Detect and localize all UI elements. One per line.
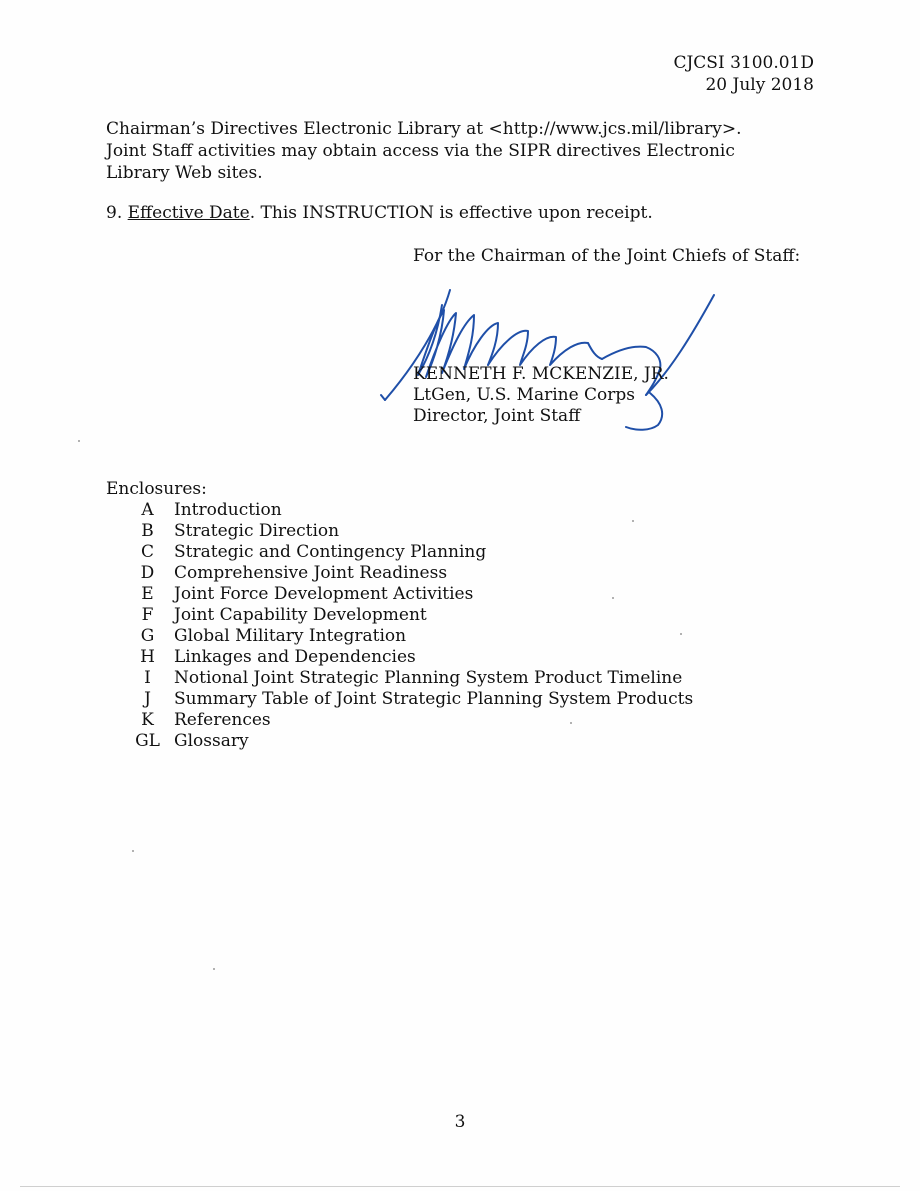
enclosures-list: [106, 500, 693, 752]
enclosure-letter: GL: [135, 731, 160, 751]
signer-name: KENNETH F. MCKENZIE, JR.: [413, 364, 669, 384]
enclosure-item: [106, 710, 693, 731]
enclosure-item: [106, 626, 693, 647]
effective-date-paragraph: [106, 202, 653, 224]
intro-line: Joint Staff activities may obtain access via the SIPR directives Electronic: [106, 141, 735, 161]
enclosures-heading: Enclosures:: [106, 479, 207, 499]
enclosure-item: [106, 542, 693, 563]
enclosure-letter: G: [140, 626, 155, 646]
enclosure-item: [106, 500, 693, 521]
enclosure-letter: D: [140, 563, 155, 583]
signature-block: [413, 364, 669, 427]
enclosure-letter: I: [144, 668, 151, 688]
intro-line: Library Web sites.: [106, 163, 263, 183]
enclosures-section: [106, 479, 693, 752]
enclosure-item: [106, 689, 693, 710]
enclosure-letter: E: [141, 584, 154, 604]
intro-line: Chairman’s Directives Electronic Library at <http://www.jcs.mil/library>.: [106, 119, 742, 139]
enclosure-letter: K: [141, 710, 154, 730]
enclosure-letter: A: [141, 500, 154, 520]
enclosure-item: [106, 668, 693, 689]
enclosure-title: Linkages and Dependencies: [174, 647, 416, 667]
document-header: [673, 52, 814, 96]
paragraph-number: 9.: [106, 203, 123, 223]
enclosure-item: [106, 521, 693, 542]
enclosure-title: Notional Joint Strategic Planning System Product Timeline: [174, 668, 683, 688]
enclosure-title: Summary Table of Joint Strategic Planning System Products: [174, 689, 694, 709]
document-number: CJCSI 3100.01D: [673, 53, 814, 73]
document-date: 20 July 2018: [705, 75, 814, 95]
enclosure-title: Joint Capability Development: [174, 605, 427, 625]
page-number: 3: [454, 1112, 466, 1132]
enclosure-title: Glossary: [174, 731, 249, 751]
enclosure-title: Strategic and Contingency Planning: [174, 542, 487, 562]
scan-edge-line: [20, 1186, 900, 1187]
signer-title: Director, Joint Staff: [413, 406, 581, 426]
enclosure-title: References: [174, 710, 271, 730]
enclosure-title: Comprehensive Joint Readiness: [174, 563, 448, 583]
effective-date-heading: Effective Date: [127, 203, 250, 223]
enclosure-item: [106, 731, 693, 752]
enclosure-title: Introduction: [174, 500, 282, 520]
enclosure-item: [106, 584, 693, 605]
enclosure-item: [106, 647, 693, 668]
enclosure-item: [106, 605, 693, 626]
enclosure-item: [106, 563, 693, 584]
signer-rank: LtGen, U.S. Marine Corps: [413, 385, 636, 405]
enclosure-letter: H: [140, 647, 155, 667]
signature-intro: For the Chairman of the Joint Chiefs of Staff:: [413, 246, 801, 266]
intro-paragraph: [106, 118, 826, 184]
enclosure-letter: J: [144, 689, 151, 709]
enclosure-letter: B: [141, 521, 154, 541]
effective-date-text: . This INSTRUCTION is effective upon receipt.: [249, 203, 653, 223]
enclosure-title: Joint Force Development Activities: [174, 584, 474, 604]
enclosure-title: Strategic Direction: [174, 521, 340, 541]
enclosure-letter: F: [141, 605, 154, 625]
enclosure-letter: C: [140, 542, 154, 562]
enclosure-title: Global Military Integration: [174, 626, 407, 646]
